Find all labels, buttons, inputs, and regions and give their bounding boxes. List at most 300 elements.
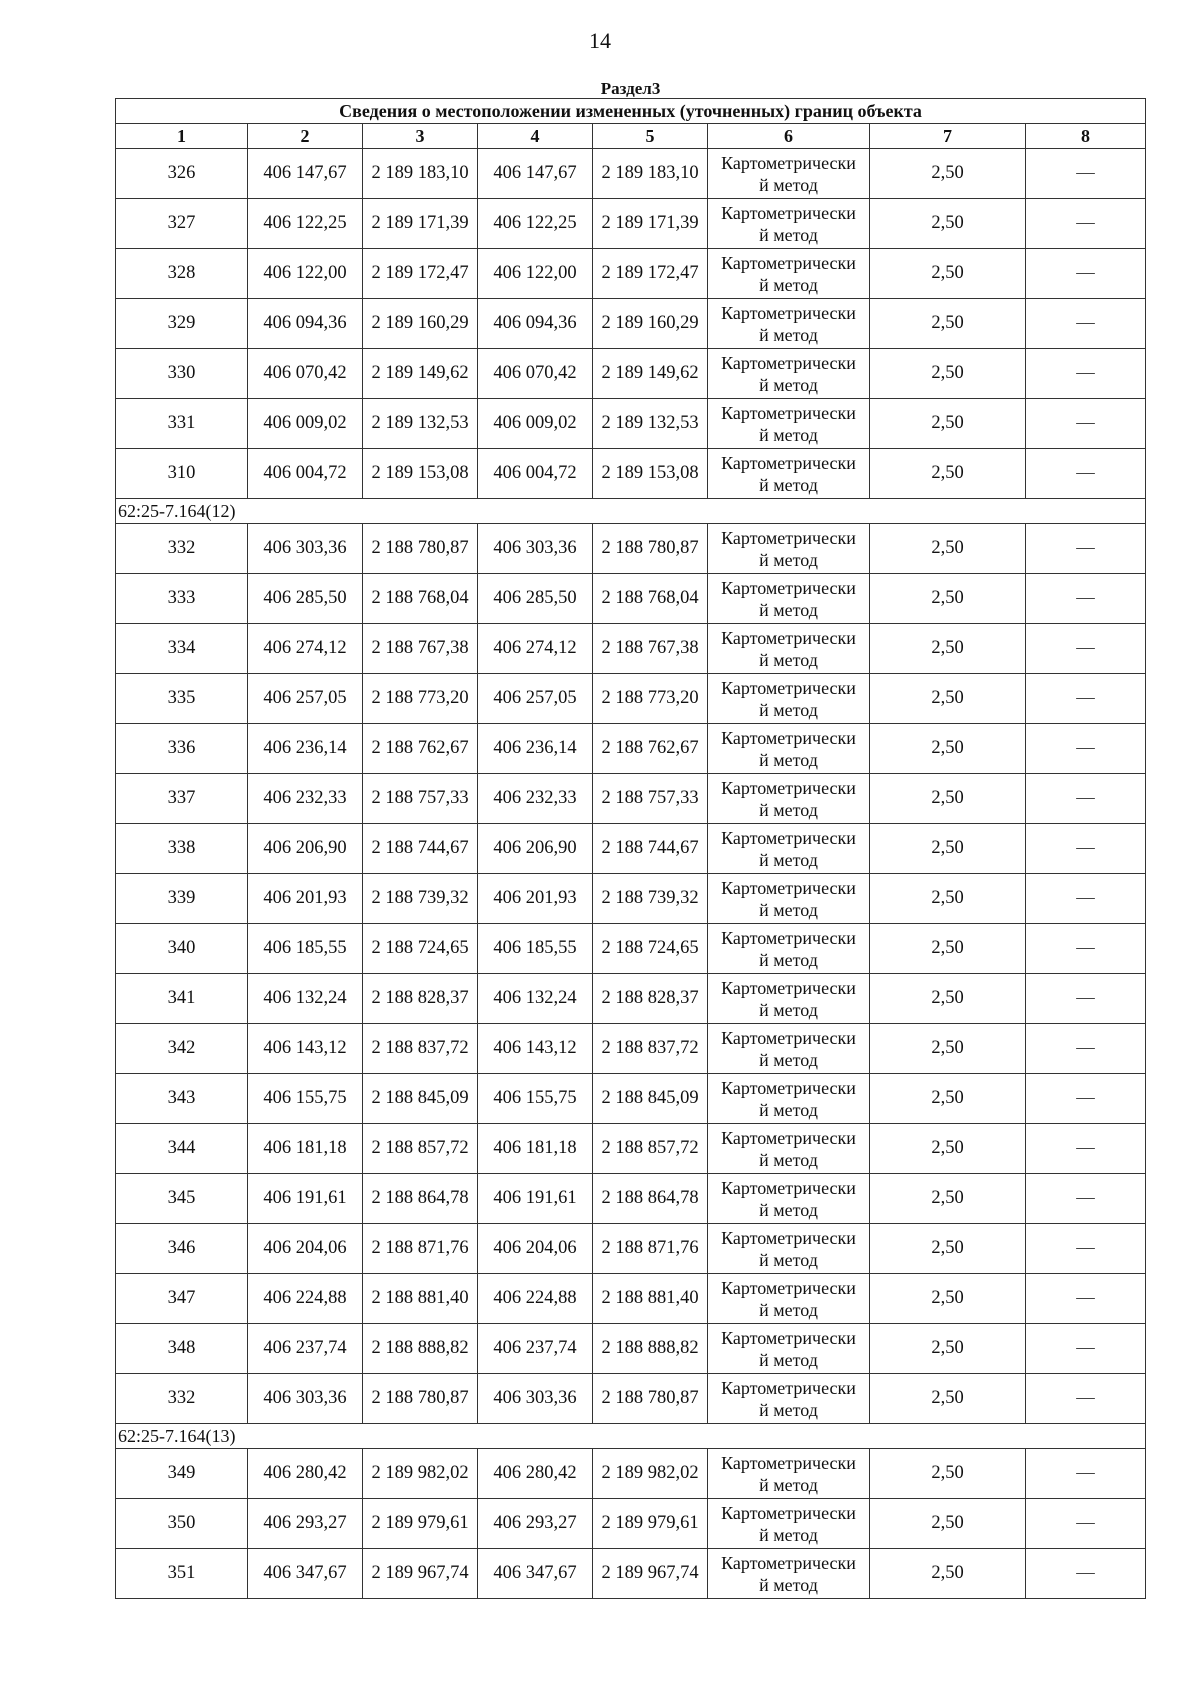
table-row [116, 399, 1146, 449]
method-line-1: Картометрически [721, 1127, 856, 1148]
table-row [116, 1374, 1146, 1424]
y-coord-new-cell: 2 189 149,62 [593, 349, 708, 399]
method-cell [708, 1224, 870, 1274]
method-cell [708, 299, 870, 349]
table-row [116, 724, 1146, 774]
accuracy-cell: 2,50 [870, 824, 1026, 874]
y-coord-new-cell: 2 188 857,72 [593, 1124, 708, 1174]
method-line-1: Картометрически [721, 452, 856, 473]
x-coord-new-cell: 406 155,75 [478, 1074, 593, 1124]
method-line-1: Картометрически [721, 1502, 856, 1523]
method-line-1: Картометрически [721, 1177, 856, 1198]
y-coord-cell: 2 188 768,04 [363, 574, 478, 624]
x-coord-cell: 406 232,33 [248, 774, 363, 824]
note-cell: — [1026, 824, 1146, 874]
y-coord-cell: 2 189 132,53 [363, 399, 478, 449]
y-coord-cell: 2 189 160,29 [363, 299, 478, 349]
method-line-2: й метод [759, 799, 818, 820]
table-row [116, 674, 1146, 724]
note-cell: — [1026, 724, 1146, 774]
point-number-cell: 344 [116, 1124, 248, 1174]
method-line-1: Картометрически [721, 1227, 856, 1248]
method-line-1: Картометрически [721, 527, 856, 548]
x-coord-new-cell: 406 004,72 [478, 449, 593, 499]
accuracy-cell: 2,50 [870, 974, 1026, 1024]
method-line-1: Картометрически [721, 1327, 856, 1348]
y-coord-cell: 2 188 767,38 [363, 624, 478, 674]
point-number-cell: 326 [116, 149, 248, 199]
method-line-2: й метод [759, 949, 818, 970]
x-coord-new-cell: 406 257,05 [478, 674, 593, 724]
x-coord-cell: 406 122,00 [248, 249, 363, 299]
y-coord-new-cell: 2 189 982,02 [593, 1449, 708, 1499]
point-number-cell: 335 [116, 674, 248, 724]
table-row [116, 1549, 1146, 1599]
x-coord-cell: 406 132,24 [248, 974, 363, 1024]
y-coord-cell: 2 189 967,74 [363, 1549, 478, 1599]
y-coord-cell: 2 188 864,78 [363, 1174, 478, 1224]
x-coord-new-cell: 406 070,42 [478, 349, 593, 399]
method-line-1: Картометрически [721, 252, 856, 273]
x-coord-new-cell: 406 303,36 [478, 524, 593, 574]
note-cell: — [1026, 1174, 1146, 1224]
method-line-1: Картометрически [721, 677, 856, 698]
accuracy-cell: 2,50 [870, 1449, 1026, 1499]
table-row [116, 774, 1146, 824]
x-coord-cell: 406 274,12 [248, 624, 363, 674]
y-coord-cell: 2 189 183,10 [363, 149, 478, 199]
method-line-1: Картометрически [721, 627, 856, 648]
method-cell [708, 399, 870, 449]
x-coord-new-cell: 406 236,14 [478, 724, 593, 774]
y-coord-new-cell: 2 188 744,67 [593, 824, 708, 874]
group-label-row [116, 499, 1146, 524]
y-coord-cell: 2 188 881,40 [363, 1274, 478, 1324]
method-cell [708, 774, 870, 824]
table-body [116, 149, 1146, 1599]
method-cell [708, 199, 870, 249]
method-cell [708, 449, 870, 499]
x-coord-new-cell: 406 303,36 [478, 1374, 593, 1424]
method-line-2: й метод [759, 1399, 818, 1420]
method-cell [708, 574, 870, 624]
y-coord-new-cell: 2 189 153,08 [593, 449, 708, 499]
method-line-1: Картометрически [721, 402, 856, 423]
y-coord-new-cell: 2 189 172,47 [593, 249, 708, 299]
accuracy-cell: 2,50 [870, 1074, 1026, 1124]
y-coord-cell: 2 188 871,76 [363, 1224, 478, 1274]
method-line-1: Картометрически [721, 1277, 856, 1298]
x-coord-cell: 406 143,12 [248, 1024, 363, 1074]
table-title: Сведения о местоположении измененных (уточненных) границ объекта [116, 99, 1146, 124]
point-number-cell: 345 [116, 1174, 248, 1224]
method-cell [708, 674, 870, 724]
x-coord-cell: 406 204,06 [248, 1224, 363, 1274]
method-line-2: й метод [759, 649, 818, 670]
x-coord-cell: 406 237,74 [248, 1324, 363, 1374]
y-coord-cell: 2 188 739,32 [363, 874, 478, 924]
method-cell [708, 1174, 870, 1224]
method-line-2: й метод [759, 1199, 818, 1220]
x-coord-cell: 406 201,93 [248, 874, 363, 924]
table-row [116, 1499, 1146, 1549]
method-line-1: Картометрически [721, 1077, 856, 1098]
method-cell [708, 1124, 870, 1174]
x-coord-new-cell: 406 122,25 [478, 199, 593, 249]
table-row [116, 974, 1146, 1024]
method-line-2: й метод [759, 699, 818, 720]
x-coord-cell: 406 004,72 [248, 449, 363, 499]
method-cell [708, 1274, 870, 1324]
method-line-1: Картометрически [721, 927, 856, 948]
method-line-1: Картометрически [721, 577, 856, 598]
note-cell: — [1026, 1499, 1146, 1549]
x-coord-new-cell: 406 274,12 [478, 624, 593, 674]
point-number-cell: 328 [116, 249, 248, 299]
column-header-8: 8 [1026, 124, 1146, 149]
y-coord-cell: 2 189 171,39 [363, 199, 478, 249]
method-cell [708, 1374, 870, 1424]
x-coord-cell: 406 122,25 [248, 199, 363, 249]
y-coord-cell: 2 188 773,20 [363, 674, 478, 724]
point-number-cell: 329 [116, 299, 248, 349]
y-coord-cell: 2 189 172,47 [363, 249, 478, 299]
point-number-cell: 332 [116, 1374, 248, 1424]
method-cell [708, 1024, 870, 1074]
point-number-cell: 341 [116, 974, 248, 1024]
method-cell [708, 1499, 870, 1549]
point-number-cell: 310 [116, 449, 248, 499]
section-heading: Раздел3 [600, 80, 661, 98]
accuracy-cell: 2,50 [870, 299, 1026, 349]
accuracy-cell: 2,50 [870, 1324, 1026, 1374]
x-coord-cell: 406 280,42 [248, 1449, 363, 1499]
y-coord-new-cell: 2 188 871,76 [593, 1224, 708, 1274]
point-number-cell: 343 [116, 1074, 248, 1124]
column-header-row [116, 124, 1146, 149]
point-number-cell: 339 [116, 874, 248, 924]
point-number-cell: 331 [116, 399, 248, 449]
table-row [116, 149, 1146, 199]
table-row [116, 1449, 1146, 1499]
note-cell: — [1026, 924, 1146, 974]
note-cell: — [1026, 1074, 1146, 1124]
method-line-2: й метод [759, 1524, 818, 1545]
y-coord-new-cell: 2 188 762,67 [593, 724, 708, 774]
x-coord-new-cell: 406 181,18 [478, 1124, 593, 1174]
x-coord-cell: 406 147,67 [248, 149, 363, 199]
method-cell [708, 1449, 870, 1499]
column-header-2: 2 [248, 124, 363, 149]
note-cell: — [1026, 1449, 1146, 1499]
method-line-1: Картометрически [721, 777, 856, 798]
table-row [116, 574, 1146, 624]
point-number-cell: 342 [116, 1024, 248, 1074]
table-row [116, 924, 1146, 974]
table-row [116, 1324, 1146, 1374]
note-cell: — [1026, 874, 1146, 924]
method-line-2: й метод [759, 474, 818, 495]
x-coord-new-cell: 406 347,67 [478, 1549, 593, 1599]
y-coord-new-cell: 2 189 967,74 [593, 1549, 708, 1599]
table-row [116, 249, 1146, 299]
method-line-1: Картометрически [721, 1552, 856, 1573]
x-coord-new-cell: 406 185,55 [478, 924, 593, 974]
x-coord-new-cell: 406 143,12 [478, 1024, 593, 1074]
method-line-1: Картометрически [721, 1452, 856, 1473]
table-row [116, 624, 1146, 674]
x-coord-cell: 406 303,36 [248, 1374, 363, 1424]
y-coord-new-cell: 2 188 739,32 [593, 874, 708, 924]
x-coord-new-cell: 406 094,36 [478, 299, 593, 349]
y-coord-cell: 2 188 724,65 [363, 924, 478, 974]
method-line-1: Картометрически [721, 302, 856, 323]
note-cell: — [1026, 449, 1146, 499]
method-line-2: й метод [759, 224, 818, 245]
table-row [116, 199, 1146, 249]
note-cell: — [1026, 674, 1146, 724]
table-row [116, 449, 1146, 499]
method-cell [708, 149, 870, 199]
method-line-1: Картометрически [721, 352, 856, 373]
y-coord-new-cell: 2 188 773,20 [593, 674, 708, 724]
y-coord-cell: 2 188 780,87 [363, 1374, 478, 1424]
x-coord-new-cell: 406 009,02 [478, 399, 593, 449]
method-line-2: й метод [759, 599, 818, 620]
accuracy-cell: 2,50 [870, 1274, 1026, 1324]
y-coord-cell: 2 188 857,72 [363, 1124, 478, 1174]
y-coord-new-cell: 2 189 160,29 [593, 299, 708, 349]
point-number-cell: 336 [116, 724, 248, 774]
accuracy-cell: 2,50 [870, 1499, 1026, 1549]
method-line-1: Картометрически [721, 727, 856, 748]
method-line-1: Картометрически [721, 1027, 856, 1048]
x-coord-new-cell: 406 132,24 [478, 974, 593, 1024]
x-coord-cell: 406 285,50 [248, 574, 363, 624]
boundary-coordinates-table [115, 80, 1146, 1599]
method-cell [708, 349, 870, 399]
method-line-2: й метод [759, 1574, 818, 1595]
x-coord-new-cell: 406 285,50 [478, 574, 593, 624]
point-number-cell: 337 [116, 774, 248, 824]
table-row [116, 1024, 1146, 1074]
x-coord-new-cell: 406 204,06 [478, 1224, 593, 1274]
point-number-cell: 346 [116, 1224, 248, 1274]
method-cell [708, 1324, 870, 1374]
point-number-cell: 347 [116, 1274, 248, 1324]
method-cell [708, 1074, 870, 1124]
note-cell: — [1026, 1324, 1146, 1374]
method-cell [708, 624, 870, 674]
point-number-cell: 327 [116, 199, 248, 249]
accuracy-cell: 2,50 [870, 524, 1026, 574]
accuracy-cell: 2,50 [870, 1124, 1026, 1174]
method-line-1: Картометрически [721, 202, 856, 223]
note-cell: — [1026, 774, 1146, 824]
note-cell: — [1026, 1374, 1146, 1424]
method-cell [708, 1549, 870, 1599]
point-number-cell: 349 [116, 1449, 248, 1499]
note-cell: — [1026, 399, 1146, 449]
note-cell: — [1026, 349, 1146, 399]
method-cell [708, 824, 870, 874]
method-line-1: Картометрически [721, 877, 856, 898]
y-coord-cell: 2 188 780,87 [363, 524, 478, 574]
x-coord-cell: 406 303,36 [248, 524, 363, 574]
y-coord-new-cell: 2 188 780,87 [593, 524, 708, 574]
accuracy-cell: 2,50 [870, 249, 1026, 299]
accuracy-cell: 2,50 [870, 349, 1026, 399]
y-coord-cell: 2 188 828,37 [363, 974, 478, 1024]
method-line-2: й метод [759, 1049, 818, 1070]
x-coord-cell: 406 181,18 [248, 1124, 363, 1174]
accuracy-cell: 2,50 [870, 1174, 1026, 1224]
table-row [116, 1174, 1146, 1224]
method-line-1: Картометрически [721, 977, 856, 998]
method-line-2: й метод [759, 374, 818, 395]
note-cell: — [1026, 249, 1146, 299]
x-coord-new-cell: 406 232,33 [478, 774, 593, 824]
group-label: 62:25-7.164(13) [116, 1424, 1146, 1449]
accuracy-cell: 2,50 [870, 1549, 1026, 1599]
point-number-cell: 330 [116, 349, 248, 399]
y-coord-new-cell: 2 188 757,33 [593, 774, 708, 824]
group-label-row [116, 1424, 1146, 1449]
note-cell: — [1026, 1274, 1146, 1324]
note-cell: — [1026, 299, 1146, 349]
method-line-2: й метод [759, 424, 818, 445]
y-coord-cell: 2 189 979,61 [363, 1499, 478, 1549]
column-header-4: 4 [478, 124, 593, 149]
y-coord-new-cell: 2 188 845,09 [593, 1074, 708, 1124]
x-coord-cell: 406 070,42 [248, 349, 363, 399]
method-line-1: Картометрически [721, 827, 856, 848]
x-coord-new-cell: 406 206,90 [478, 824, 593, 874]
x-coord-new-cell: 406 280,42 [478, 1449, 593, 1499]
method-line-2: й метод [759, 999, 818, 1020]
accuracy-cell: 2,50 [870, 199, 1026, 249]
method-line-2: й метод [759, 549, 818, 570]
method-line-2: й метод [759, 849, 818, 870]
y-coord-cell: 2 189 149,62 [363, 349, 478, 399]
method-cell [708, 524, 870, 574]
method-line-2: й метод [759, 749, 818, 770]
method-cell [708, 924, 870, 974]
method-line-1: Картометрически [721, 1377, 856, 1398]
method-line-2: й метод [759, 1474, 818, 1495]
y-coord-new-cell: 2 188 888,82 [593, 1324, 708, 1374]
point-number-cell: 340 [116, 924, 248, 974]
method-cell [708, 974, 870, 1024]
x-coord-new-cell: 406 122,00 [478, 249, 593, 299]
y-coord-new-cell: 2 188 864,78 [593, 1174, 708, 1224]
note-cell: — [1026, 149, 1146, 199]
method-line-2: й метод [759, 274, 818, 295]
method-line-2: й метод [759, 324, 818, 345]
group-label: 62:25-7.164(12) [116, 499, 1146, 524]
table-row [116, 349, 1146, 399]
page-number: 14 [589, 28, 611, 53]
x-coord-cell: 406 155,75 [248, 1074, 363, 1124]
note-cell: — [1026, 624, 1146, 674]
y-coord-new-cell: 2 188 767,38 [593, 624, 708, 674]
y-coord-new-cell: 2 189 979,61 [593, 1499, 708, 1549]
method-line-1: Картометрически [721, 152, 856, 173]
accuracy-cell: 2,50 [870, 1024, 1026, 1074]
point-number-cell: 338 [116, 824, 248, 874]
x-coord-cell: 406 185,55 [248, 924, 363, 974]
x-coord-cell: 406 293,27 [248, 1499, 363, 1549]
point-number-cell: 348 [116, 1324, 248, 1374]
accuracy-cell: 2,50 [870, 399, 1026, 449]
note-cell: — [1026, 199, 1146, 249]
accuracy-cell: 2,50 [870, 874, 1026, 924]
y-coord-cell: 2 188 888,82 [363, 1324, 478, 1374]
method-line-2: й метод [759, 899, 818, 920]
note-cell: — [1026, 974, 1146, 1024]
accuracy-cell: 2,50 [870, 449, 1026, 499]
y-coord-new-cell: 2 189 183,10 [593, 149, 708, 199]
accuracy-cell: 2,50 [870, 149, 1026, 199]
y-coord-new-cell: 2 188 724,65 [593, 924, 708, 974]
x-coord-cell: 406 224,88 [248, 1274, 363, 1324]
method-line-2: й метод [759, 174, 818, 195]
accuracy-cell: 2,50 [870, 1374, 1026, 1424]
column-header-5: 5 [593, 124, 708, 149]
table-row [116, 524, 1146, 574]
x-coord-cell: 406 009,02 [248, 399, 363, 449]
point-number-cell: 333 [116, 574, 248, 624]
point-number-cell: 350 [116, 1499, 248, 1549]
x-coord-new-cell: 406 237,74 [478, 1324, 593, 1374]
method-cell [708, 724, 870, 774]
x-coord-cell: 406 094,36 [248, 299, 363, 349]
x-coord-new-cell: 406 224,88 [478, 1274, 593, 1324]
method-line-2: й метод [759, 1299, 818, 1320]
x-coord-new-cell: 406 293,27 [478, 1499, 593, 1549]
y-coord-new-cell: 2 188 837,72 [593, 1024, 708, 1074]
note-cell: — [1026, 1024, 1146, 1074]
accuracy-cell: 2,50 [870, 774, 1026, 824]
x-coord-new-cell: 406 147,67 [478, 149, 593, 199]
accuracy-cell: 2,50 [870, 924, 1026, 974]
y-coord-cell: 2 189 153,08 [363, 449, 478, 499]
note-cell: — [1026, 1224, 1146, 1274]
table-row [116, 824, 1146, 874]
y-coord-new-cell: 2 188 780,87 [593, 1374, 708, 1424]
column-header-7: 7 [870, 124, 1026, 149]
accuracy-cell: 2,50 [870, 674, 1026, 724]
y-coord-new-cell: 2 188 828,37 [593, 974, 708, 1024]
point-number-cell: 334 [116, 624, 248, 674]
column-header-3: 3 [363, 124, 478, 149]
note-cell: — [1026, 1124, 1146, 1174]
note-cell: — [1026, 574, 1146, 624]
method-line-2: й метод [759, 1149, 818, 1170]
accuracy-cell: 2,50 [870, 624, 1026, 674]
note-cell: — [1026, 524, 1146, 574]
y-coord-new-cell: 2 188 768,04 [593, 574, 708, 624]
y-coord-new-cell: 2 188 881,40 [593, 1274, 708, 1324]
table-row [116, 1274, 1146, 1324]
table-row [116, 299, 1146, 349]
y-coord-new-cell: 2 189 132,53 [593, 399, 708, 449]
y-coord-cell: 2 188 845,09 [363, 1074, 478, 1124]
x-coord-cell: 406 206,90 [248, 824, 363, 874]
y-coord-cell: 2 188 744,67 [363, 824, 478, 874]
point-number-cell: 332 [116, 524, 248, 574]
x-coord-cell: 406 236,14 [248, 724, 363, 774]
